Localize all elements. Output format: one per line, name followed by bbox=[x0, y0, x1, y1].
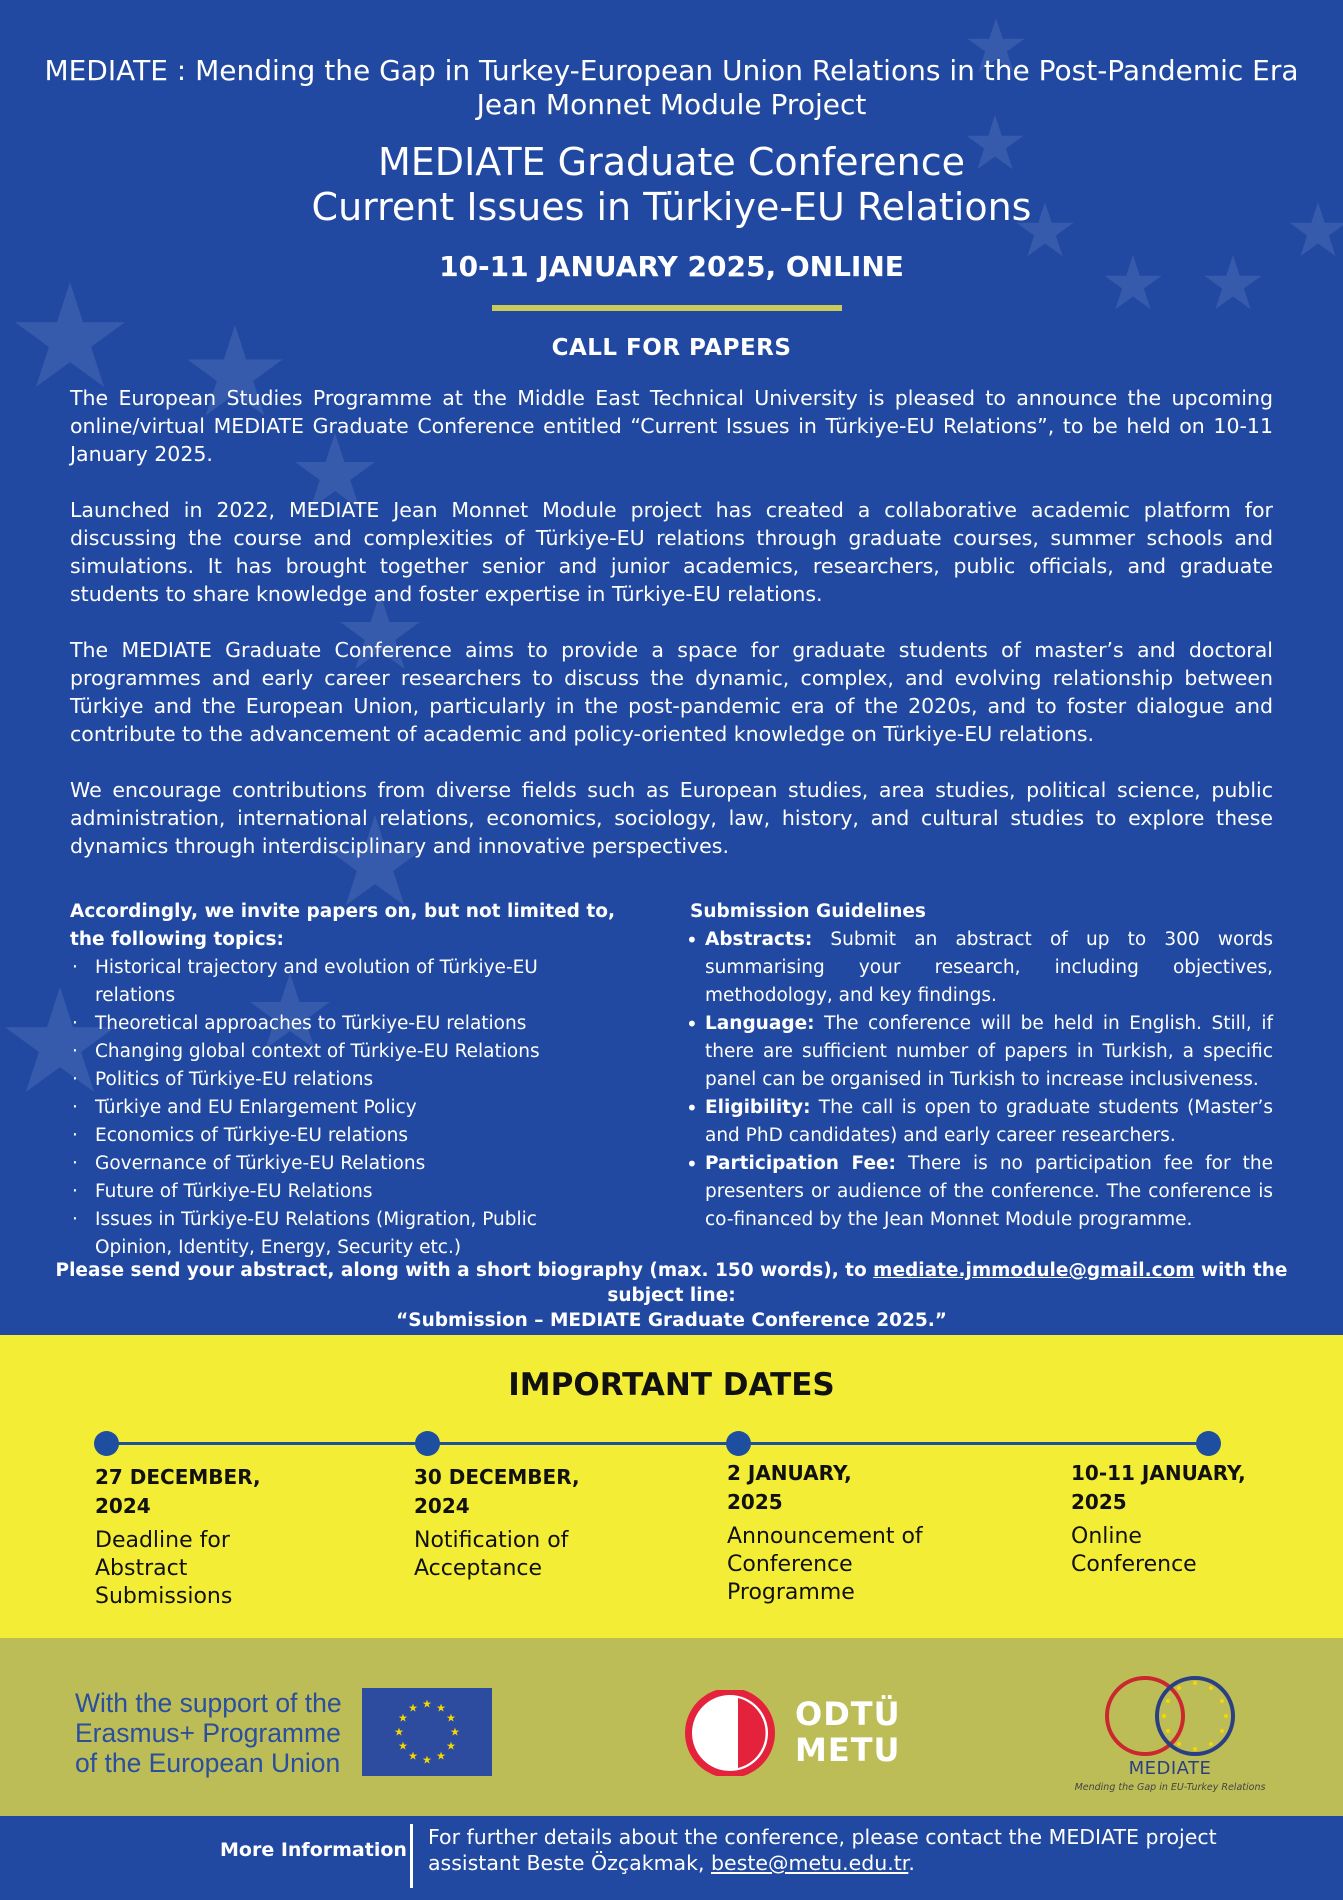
timeline-desc: Notification of Acceptance bbox=[414, 1528, 569, 1581]
submission-instructions bbox=[40, 1258, 1303, 1333]
timeline-dot bbox=[94, 1431, 119, 1456]
dates-title: IMPORTANT DATES bbox=[508, 1367, 835, 1403]
metu-logo-text: ODTÜ METU bbox=[795, 1695, 901, 1769]
guideline-label: Abstracts: bbox=[705, 929, 813, 950]
guideline-label: Participation Fee: bbox=[705, 1153, 896, 1174]
sponsor-logos bbox=[0, 1638, 1343, 1816]
project-title: MEDIATE : Mending the Gap in Turkey-European Union Relations in the Post-Pandemic Era bbox=[44, 54, 1299, 87]
conference-date: 10-11 JANUARY 2025, ONLINE bbox=[439, 250, 904, 283]
contact-text: For further details about the conference, please contact the MEDIATE project assistant Beste Özçakmak, beste@metu.edu.tr. bbox=[428, 1825, 1217, 1875]
timeline-date: 2 JANUARY, 2025 bbox=[727, 1461, 852, 1514]
project-subtitle: Jean Monnet Module Project bbox=[476, 88, 867, 121]
guideline-item bbox=[688, 926, 1273, 1010]
timeline-desc: Announcement of Conference Programme bbox=[727, 1524, 923, 1605]
guideline-text: Submit an abstract of up to 300 words summarising your research, including objectives, methodology, and key findings. bbox=[705, 929, 1273, 1006]
important-dates-section bbox=[0, 1335, 1343, 1638]
mediate-logo-tagline: Mending the Gap in EU-Turkey Relations bbox=[1074, 1782, 1266, 1793]
timeline-desc: Deadline for Abstract Submissions bbox=[95, 1528, 233, 1609]
timeline-item bbox=[1071, 1459, 1321, 1579]
topic-item: · Governance of Türkiye-EU Relations bbox=[70, 1150, 615, 1178]
mediate-logo-name: MEDIATE bbox=[1128, 1758, 1212, 1779]
erasmus-support-text: With the support of the Erasmus+ Programme of the European Union bbox=[75, 1688, 342, 1778]
guideline-label: Language: bbox=[705, 1013, 815, 1034]
guideline-item bbox=[688, 1150, 1273, 1234]
guideline-text: There is no participation fee for the presenters or audience of the conference. The conference is co-financed by the Jean Monnet Module programme. bbox=[705, 1153, 1273, 1230]
background-paragraph: Launched in 2022, MEDIATE Jean Monnet Module project has created a collaborative academic platform for discussing the course and complexities of Türkiye-EU relations through graduate courses, summer schools and simulations. It has brought together senior and junior academics, researchers, public officials, and graduate students to share knowledge and foster expertise in Türkiye-EU relations. bbox=[70, 498, 1273, 606]
footer-divider bbox=[410, 1824, 413, 1888]
submission-text-end: with the subject line: bbox=[607, 1260, 1288, 1306]
submission-email-link[interactable]: mediate.jmmodule@gmail.com bbox=[873, 1260, 1195, 1281]
divider bbox=[492, 305, 842, 311]
timeline-item bbox=[414, 1463, 664, 1583]
timeline-date: 30 DECEMBER, 2024 bbox=[414, 1465, 580, 1518]
topics-list bbox=[70, 898, 615, 1262]
timeline-line bbox=[107, 1442, 1209, 1445]
conference-title: MEDIATE Graduate Conference bbox=[378, 140, 965, 184]
submission-text: Please send your abstract, along with a short biography (max. 150 words), to bbox=[55, 1260, 874, 1281]
guideline-item bbox=[688, 1010, 1273, 1094]
guidelines-heading: Submission Guidelines bbox=[690, 901, 926, 922]
contributions-paragraph: We encourage contributions from diverse fields such as European studies, area studies, political science, public administration, international relations, economics, sociology, law, history, and cultural studies to explore these dynamics through interdisciplinary and innovative perspectives. bbox=[70, 778, 1273, 858]
footer bbox=[0, 1816, 1343, 1900]
topic-item: · Changing global context of Türkiye-EU Relations bbox=[70, 1038, 615, 1066]
submission-guidelines bbox=[688, 898, 1273, 1234]
timeline-dot bbox=[726, 1431, 751, 1456]
intro-paragraph: The European Studies Programme at the Middle East Technical University is pleased to announce the upcoming online/virtual MEDIATE Graduate Conference entitled “Current Issues in Türkiye-EU Relations”, to be held on 10-11 January 2025. bbox=[70, 386, 1273, 466]
guideline-text: The call is open to graduate students (Master’s and PhD candidates) and early career researchers. bbox=[705, 1097, 1273, 1146]
submission-subject: “Submission – MEDIATE Graduate Conference 2025.” bbox=[396, 1310, 947, 1331]
topic-item: · Theoretical approaches to Türkiye-EU relations bbox=[70, 1010, 615, 1038]
timeline-desc: Online Conference bbox=[1071, 1524, 1197, 1577]
call-for-papers-heading: CALL FOR PAPERS bbox=[551, 335, 792, 361]
guideline-item bbox=[688, 1094, 1273, 1150]
timeline-item bbox=[95, 1463, 345, 1611]
more-information-label: More Information bbox=[220, 1839, 407, 1861]
timeline-date: 10-11 JANUARY, 2025 bbox=[1071, 1461, 1246, 1514]
topic-item: · Future of Türkiye-EU Relations bbox=[70, 1178, 615, 1206]
timeline-dot bbox=[1196, 1431, 1221, 1456]
guideline-label: Eligibility: bbox=[705, 1097, 811, 1118]
topics-heading: Accordingly, we invite papers on, but not limited to, the following topics: bbox=[70, 901, 615, 950]
eu-flag-icon bbox=[362, 1688, 492, 1776]
topic-item: · Türkiye and EU Enlargement Policy bbox=[70, 1094, 615, 1122]
topic-item: · Issues in Türkiye-EU Relations (Migration, Public Opinion, Identity, Energy, Security etc.) bbox=[70, 1206, 615, 1262]
guideline-text: The conference will be held in English. Still, if there are sufficient number of papers in Turkish, a specific panel can be organised in Turkish to increase inclusiveness. bbox=[705, 1013, 1273, 1090]
timeline-item bbox=[727, 1459, 977, 1607]
topic-item: · Politics of Türkiye-EU relations bbox=[70, 1066, 615, 1094]
timeline-dot bbox=[415, 1431, 440, 1456]
contact-email-link[interactable]: beste@metu.edu.tr bbox=[711, 1851, 909, 1875]
conference-subtitle: Current Issues in Türkiye-EU Relations bbox=[311, 185, 1032, 229]
topic-item: · Economics of Türkiye-EU relations bbox=[70, 1122, 615, 1150]
topic-item: · Historical trajectory and evolution of Türkiye-EU relations bbox=[70, 954, 615, 1010]
aims-paragraph: The MEDIATE Graduate Conference aims to provide a space for graduate students of master’s and doctoral programmes and early career researchers to discuss the dynamic, complex, and evolving relationship between Türkiye and the European Union, particularly in the post-pandemic era of the 2020s, and to foster dialogue and contribute to the advancement of academic and policy-oriented knowledge on Türkiye-EU relations. bbox=[70, 638, 1273, 746]
timeline-date: 27 DECEMBER, 2024 bbox=[95, 1465, 261, 1518]
mediate-logo-icon bbox=[1095, 1668, 1245, 1768]
